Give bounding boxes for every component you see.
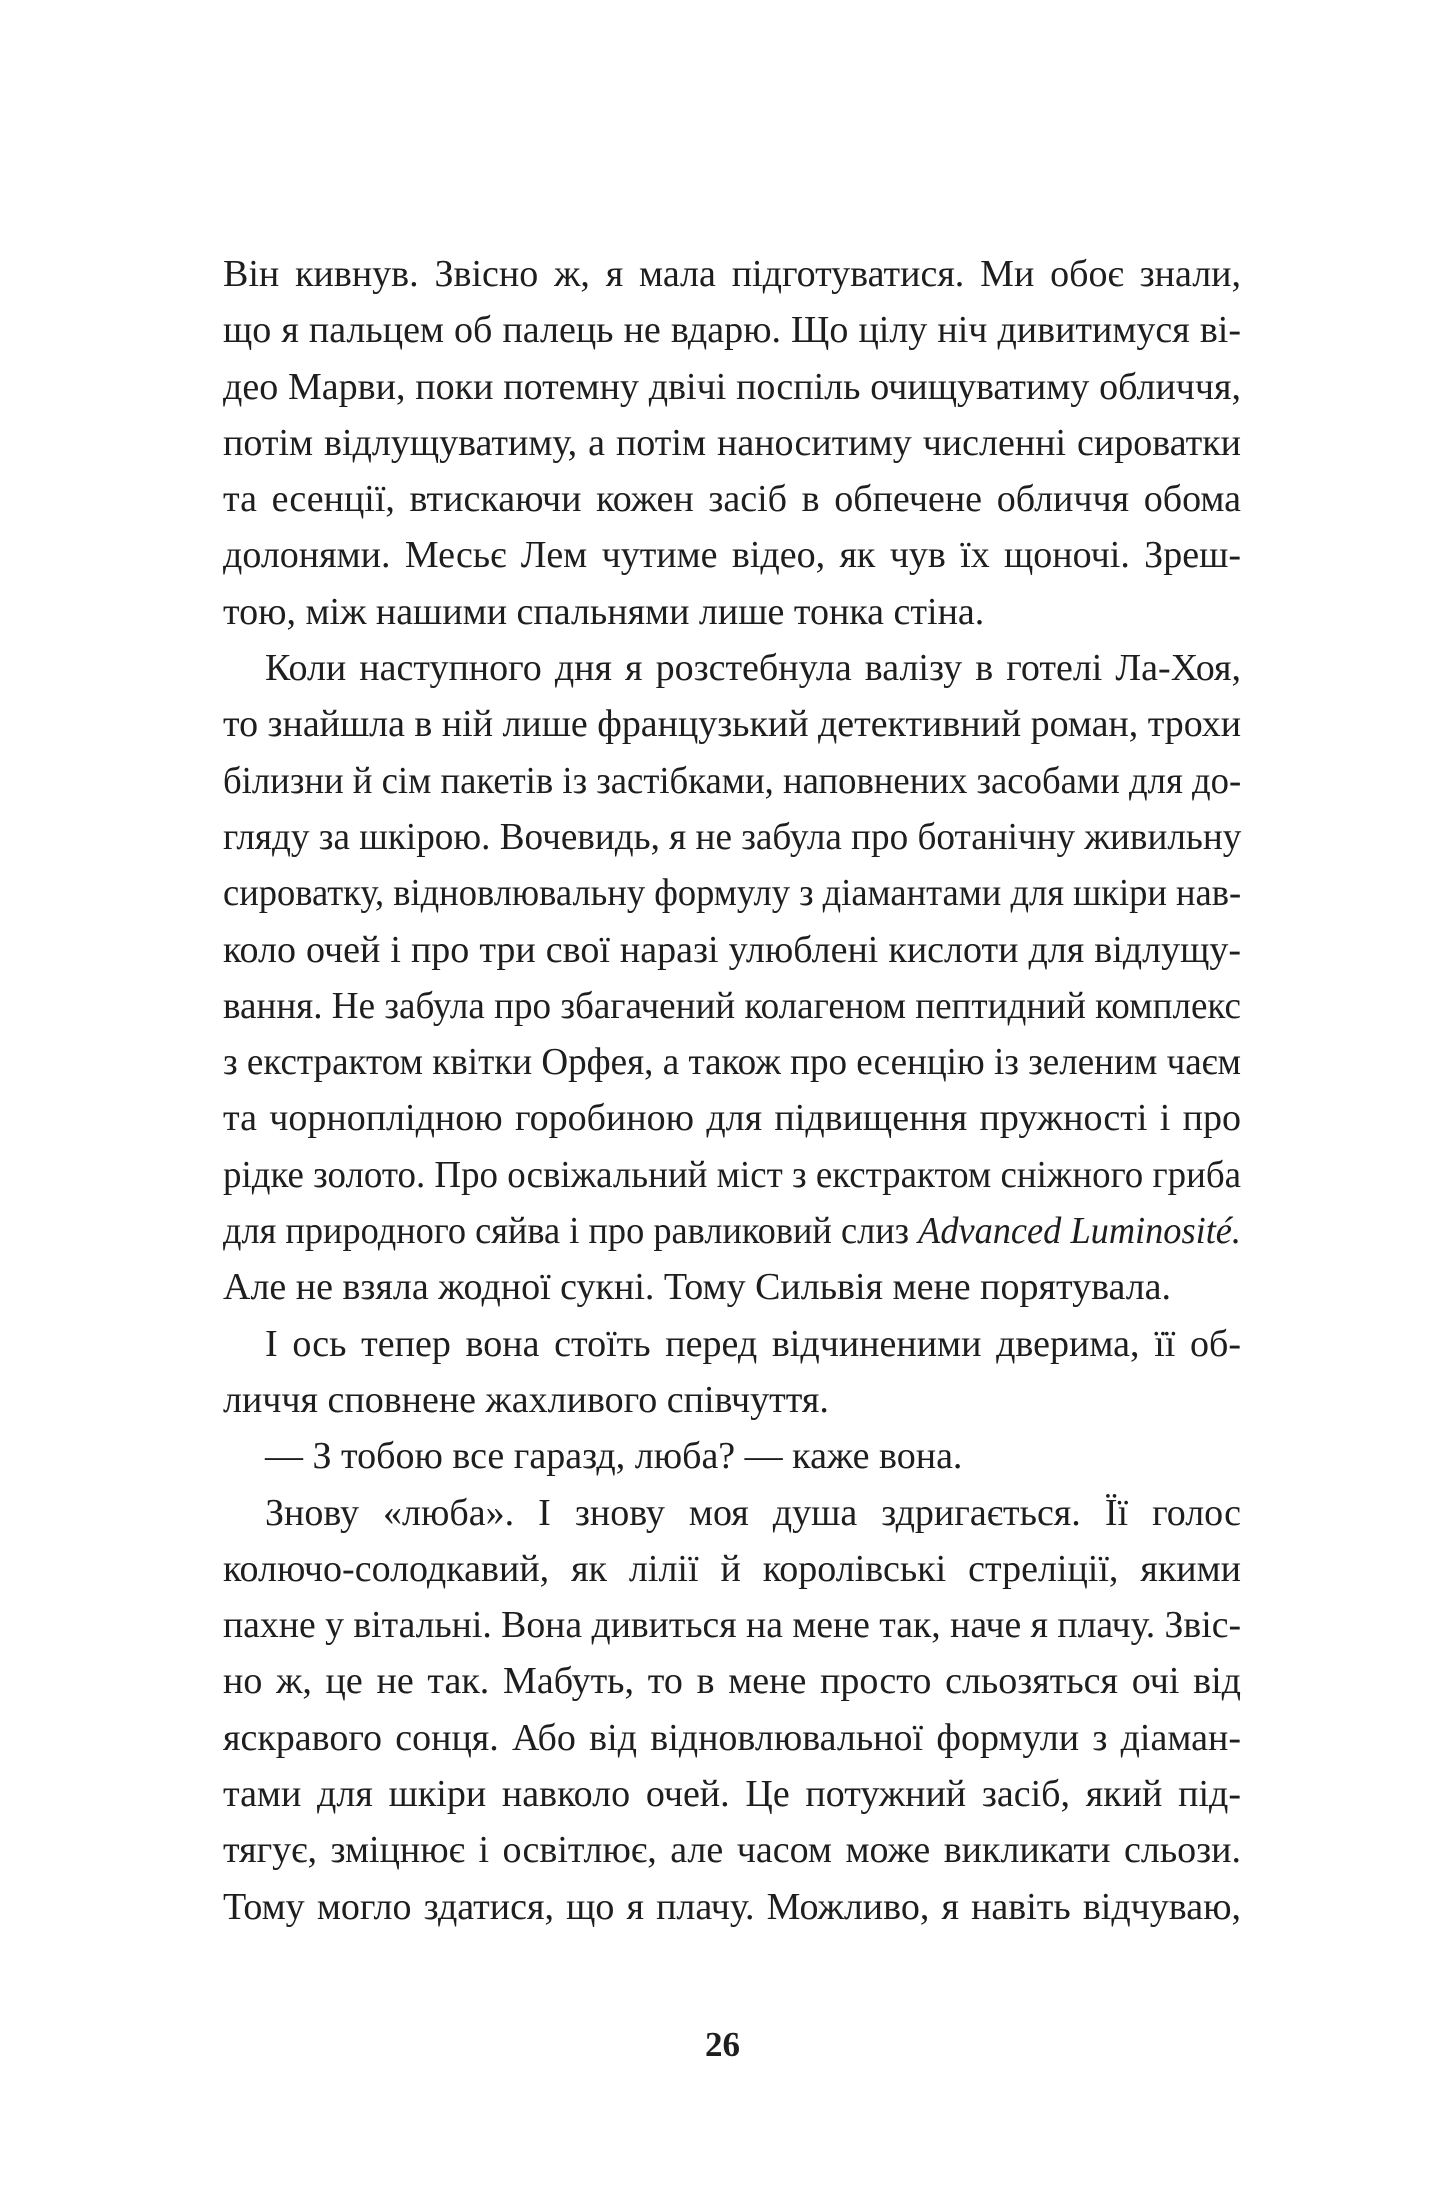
text-line-content: та чорноплідною горобиною для підвищення пружності і про [223, 1097, 1241, 1140]
text-line [223, 753, 1241, 809]
text-line [223, 584, 1241, 640]
text-line-content: Знову «люба». І знову моя душа здригається. Її голос [265, 1491, 1241, 1534]
text-line-content: рідке золото. Про освіжальний міст з екстрактом сніжного гриба [223, 1153, 1241, 1196]
text-line [223, 1147, 1241, 1203]
text-line [223, 1822, 1241, 1878]
text-line [223, 471, 1241, 527]
text-line-content: личчя сповнене жахливого співчуття. [223, 1378, 829, 1421]
text-line [223, 527, 1241, 583]
text-line-content: та есенції, втискаючи кожен засіб в обпечене обличчя обома [223, 478, 1241, 521]
text-line [223, 1316, 1241, 1372]
text-line [223, 415, 1241, 471]
text-line [223, 1090, 1241, 1146]
text-line [223, 978, 1241, 1034]
text-line [223, 359, 1241, 415]
text-line-content: долонями. Месьє Лем чутиме відео, як чув їх щоночі. Зреш- [223, 534, 1241, 577]
text-line-content: що я пальцем об палець не вдарю. Що цілу ніч дивитимуся ві- [223, 309, 1241, 352]
text-line [223, 246, 1241, 302]
text-line-content: потім відлущуватиму, а потім наноситиму численні сироватки [223, 421, 1241, 464]
text-line [223, 640, 1241, 696]
text-line-content: гляду за шкірою. Вочевидь, я не забула про ботанічну живильну [223, 815, 1242, 858]
body-text [223, 246, 1241, 1935]
text-line [223, 1428, 1241, 1484]
text-line-content: для природного сяйва і про равликовий слиз [223, 1210, 919, 1253]
text-line [223, 1034, 1241, 1090]
text-line-content: колючо-солодкавий, як лілії й королівські стреліції, якими [223, 1547, 1241, 1590]
text-line-content: Коли наступного дня я розстебнула валізу в готелі Ла-Хоя, [265, 647, 1241, 690]
text-line-content: Але не взяла жодної сукні. Тому Сильвія мене порятувала. [223, 1266, 1172, 1309]
text-line-content: — З тобою все гаразд, люба? — каже вона. [265, 1435, 963, 1478]
text-line [223, 1203, 1241, 1259]
text-line-content: Він кивнув. Звісно ж, я мала підготуватися. Ми обоє знали, [223, 253, 1241, 295]
text-line-content: тами для шкіри навколо очей. Це потужний засіб, який під- [223, 1773, 1241, 1816]
text-line [223, 1485, 1241, 1541]
text-line-content: з екстрактом квітки Орфея, а також про есенцію із зеленим чаєм [223, 1041, 1241, 1084]
text-line [223, 865, 1241, 921]
text-line [223, 1597, 1241, 1653]
text-line [223, 1710, 1241, 1766]
text-line-content: тою, між нашими спальнями лише тонка стіна. [223, 590, 985, 633]
text-line [223, 1372, 1241, 1428]
text-line-content: део Марви, поки потемну двічі поспіль очищуватиму обличчя, [223, 365, 1241, 408]
text-line-content: яскравого сонця. Або від відновлювальної формули з діаман- [223, 1716, 1241, 1759]
text-line-content: тягує, зміцнює і освітлює, але часом може викликати сльози. [223, 1829, 1241, 1872]
text-line [223, 302, 1241, 358]
text-line [223, 1259, 1241, 1315]
text-line [223, 922, 1241, 978]
text-line-content: коло очей і про три свої наразі улюблені кислоти для відлущу- [223, 928, 1241, 971]
text-line-content: І ось тепер вона стоїть перед відчиненими дверима, її об- [265, 1322, 1241, 1365]
text-line-content: білизни й сім пакетів із застібками, наповнених засобами для до- [223, 759, 1242, 802]
text-line [223, 696, 1241, 752]
text-line-content: то знайшла в ній лише французький детективний роман, трохи [223, 703, 1241, 746]
text-line-content: вання. Не забула про збагачений колагеном пептидний комплекс [223, 984, 1241, 1027]
text-line-content: Тому могло здатися, що я плачу. Можливо, я навіть відчуваю, [223, 1885, 1241, 1928]
italic-product-name: Advanced Luminosité. [918, 1210, 1241, 1253]
text-line-content: сироватку, відновлювальну формулу з діамантами для шкіри нав- [223, 872, 1242, 915]
text-line [223, 809, 1241, 865]
text-line [223, 1766, 1241, 1822]
page-number: 26 [705, 2025, 740, 2064]
text-line [223, 1541, 1241, 1597]
text-line-content: пахне у вітальні. Вона дивиться на мене так, наче я плачу. Звіс- [223, 1604, 1241, 1647]
text-line [223, 1879, 1241, 1935]
text-line-content: но ж, це не так. Мабуть, то в мене просто сльозяться очі від [223, 1660, 1241, 1703]
text-line [223, 1653, 1241, 1709]
